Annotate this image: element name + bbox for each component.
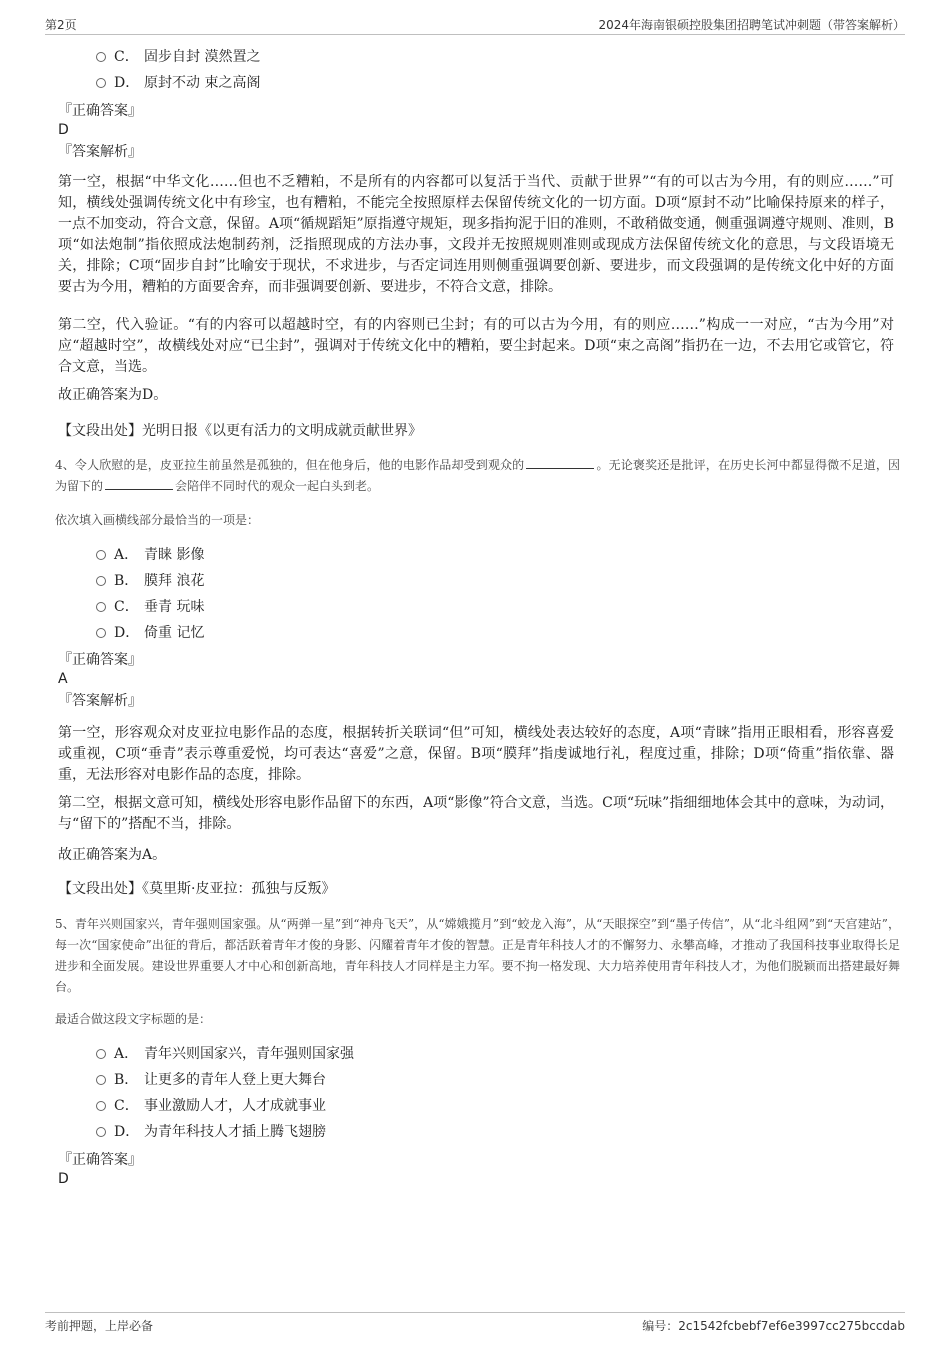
page-footer <box>45 1312 905 1335</box>
radio-icon[interactable] <box>96 52 106 62</box>
page-header <box>45 14 905 35</box>
q4-analysis-paragraph-3: 故正确答案为A。 <box>58 847 167 863</box>
blank-line <box>105 477 173 490</box>
q4-answer-label: 『正确答案』 <box>58 652 142 668</box>
q3-option-c[interactable]: C． 固步自封 漠然置之 <box>96 48 260 66</box>
blank-line <box>526 456 594 469</box>
radio-icon[interactable] <box>96 78 106 88</box>
footer-code: 编号：2c1542fcbebf7ef6e3997cc275bccdab <box>642 1319 905 1333</box>
q4-option-a[interactable]: A． 青睐 影像 <box>96 546 204 564</box>
radio-icon[interactable] <box>96 1075 106 1085</box>
radio-icon[interactable] <box>96 550 106 560</box>
radio-icon[interactable] <box>96 576 106 586</box>
q3-answer: D <box>58 122 69 138</box>
q5-answer: D <box>58 1171 69 1187</box>
q4-analysis-label: 『答案解析』 <box>58 693 142 709</box>
q5-option-a[interactable]: A． 青年兴则国家兴，青年强则国家强 <box>96 1045 354 1063</box>
q3-analysis-label: 『答案解析』 <box>58 144 142 160</box>
radio-icon[interactable] <box>96 1127 106 1137</box>
q4-option-d[interactable]: D． 倚重 记忆 <box>96 624 204 642</box>
q5-answer-label: 『正确答案』 <box>58 1152 142 1168</box>
radio-icon[interactable] <box>96 1101 106 1111</box>
q4-answer: A <box>58 671 68 687</box>
q3-analysis-paragraph-1: 第一空，根据“中华文化……但也不乏糟粕，不是所有的内容都可以复活于当代、贡献于世界”“有的可以古为今用，有的则应……”可知，横线处强调传统文化中有珍宝，也有糟粕，不能完全按照原样去保留传统文化的一切方面。D项“原封不动”比喻保持原来的样子，一点不加变动，符合文意，保留。A项“循规蹈矩”原指遵守规矩，现多指拘泥于旧的准则，不敢稍做变通，侧重强调遵守规则、准则，B项“如法炮制”指依照成法炮制药剂，泛指照现成的方法办事，文段并无按照规则准则或现成方法保留传统文化的意思，与文段语境无关，排除；C项“固步自封”比喻安于现状，不求进步，与否定词连用则侧重强调要创新、要进步，而文段强调的是传统文化中好的方面要古为今用，糟粕的方面要舍弃，而非强调要创新、要进步，不符合文意，排除。 <box>58 174 894 295</box>
q3-option-d[interactable]: D． 原封不动 束之高阁 <box>96 74 260 92</box>
q4-option-c[interactable]: C． 垂青 玩味 <box>96 598 204 616</box>
q5-question: 5、青年兴则国家兴，青年强则国家强。从“两弹一星”到“神舟飞天”，从“嫦娥揽月”到“蛟龙入海”，从“天眼探空”到“墨子传信”，从“北斗组网”到“天宫建站”，每一次“国家使命”出征的背后，都活跃着青年才俊的身影、闪耀着青年才俊的智慧。正是青年科技人才的不懈努力、永攀高峰，才推动了我国科技事业取得长足进步和全面发展。建设世界重要人才中心和创新高地，青年科技人才同样是主力军。要不拘一格发现、大力培养使用青年科技人才，为他们脱颖而出搭建最好舞台。 <box>55 917 900 994</box>
q5-option-b[interactable]: B． 让更多的青年人登上更大舞台 <box>96 1071 326 1089</box>
q5-prompt: 最适合做这段文字标题的是： <box>55 1012 212 1026</box>
document-title: 2024年海南银硕控股集团招聘笔试冲刺题（带答案解析） <box>598 18 905 32</box>
q3-analysis-paragraph-3: 故正确答案为D。 <box>58 387 168 403</box>
q4-prompt: 依次填入画横线部分最恰当的一项是： <box>55 513 260 527</box>
q4-analysis-paragraph-1: 第一空，形容观众对皮亚拉电影作品的态度，根据转折关联词“但”可知，横线处表达较好的态度，A项“青睐”指用正眼相看，形容喜爱或重视，C项“垂青”表示尊重爱悦，均可表达“喜爱”之意，保留。B项“膜拜”指虔诚地行礼，程度过重，排除；D项“倚重”指依靠、器重，无法形容对电影作品的态度，排除。 <box>58 725 894 783</box>
q4-analysis-paragraph-2: 第二空，根据文意可知，横线处形容电影作品留下的东西，A项“影像”符合文意，当选。C项“玩味”指细细地体会其中的意味，为动词，与“留下的”搭配不当，排除。 <box>58 795 894 832</box>
q5-option-d[interactable]: D． 为青年科技人才插上腾飞翅膀 <box>96 1123 326 1141</box>
radio-icon[interactable] <box>96 1049 106 1059</box>
q3-answer-label: 『正确答案』 <box>58 103 142 119</box>
q3-analysis-paragraph-2: 第二空，代入验证。“有的内容可以超越时空，有的内容则已尘封；有的可以古为今用，有的则应……”构成一一对应，“古为今用”对应“超越时空”，故横线处对应“已尘封”，强调对于传统文化中的糟粕，要尘封起来。D项“束之高阁”指扔在一边，不去用它或管它，符合文意，当选。 <box>58 317 894 375</box>
radio-icon[interactable] <box>96 602 106 612</box>
q4-question: 4、令人欣慰的是，皮亚拉生前虽然是孤独的，但在他身后，他的电影作品却受到观众的 。无论褒奖还是批评，在历史长河中都显得微不足道，因为留下的 会陪伴不同时代的观众一起白头到老。 <box>55 458 900 493</box>
q5-option-c[interactable]: C． 事业激励人才，人才成就事业 <box>96 1097 326 1115</box>
footer-slogan: 考前押题，上岸必备 <box>45 1319 154 1333</box>
page-number: 第2页 <box>45 18 77 32</box>
q3-source: 【文段出处】光明日报《以更有活力的文明成就贡献世界》 <box>58 423 422 439</box>
radio-icon[interactable] <box>96 628 106 638</box>
q4-option-b[interactable]: B． 膜拜 浪花 <box>96 572 204 590</box>
q4-source: 【文段出处】《莫里斯·皮亚拉：孤独与反叛》 <box>58 881 336 897</box>
